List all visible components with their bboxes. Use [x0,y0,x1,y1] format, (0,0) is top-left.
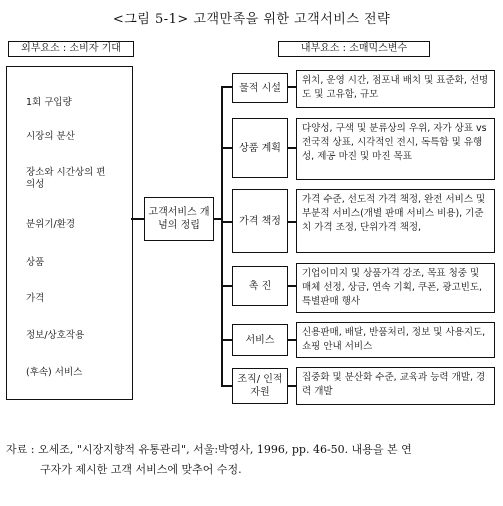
service-concept-label: 고객서비스 개념의 정립 [148,207,210,231]
consumer-expectations-box [6,66,133,400]
description-box-organization [296,367,495,405]
branch-1 [221,86,232,88]
connector-left-center [131,218,144,220]
internal-factors-header: 내부요소 : 소매믹스변수 [278,41,430,57]
category-label-organization: 조직/ 인적자원 [237,374,283,398]
figure-title: <그림 5-1> 고객만족을 위한 고객서비스 전략 [112,12,391,27]
external-factors-header: 외부요소 : 소비자 기대 [8,41,134,57]
link-2 [288,147,296,149]
category-box-organization [232,368,288,404]
category-label-promotion: 촉 진 [248,280,272,292]
link-5 [288,339,296,341]
category-box-pricing [232,189,288,253]
link-6 [288,385,296,387]
category-box-service [232,324,288,356]
left-item-6: 가격 [26,293,45,304]
category-label-merchandise: 상품 계획 [239,142,281,154]
description-promotion: 기업이미지 및 상품가격 강조, 목표 청중 및 매체 선정, 상금, 연속 기획, 쿠폰, 광고빈도, 특별판매 행사 [302,268,483,307]
description-organization: 집중화 및 분산화 수준, 교육과 능력 개발, 경력 개발 [302,372,486,397]
left-item-1: 1회 구입량 [26,97,72,108]
description-box-physical [296,70,495,108]
left-item-2: 시장의 분산 [26,131,75,142]
category-label-physical: 물적 시설 [239,82,281,94]
link-3 [288,221,296,223]
branch-4 [221,285,232,287]
vertical-spine [221,86,223,386]
source-note [6,440,501,480]
description-box-promotion [296,263,495,313]
link-4 [288,285,296,287]
link-1 [288,86,296,88]
description-box-service [296,322,495,358]
category-box-physical [232,73,288,103]
description-box-pricing [296,189,495,253]
branch-3 [221,221,232,223]
left-item-3: 장소와 시간상의 편의성 [26,167,106,190]
left-item-8: (후속) 서비스 [26,367,83,378]
left-item-5: 상품 [26,257,45,268]
description-physical: 위치, 운영 시간, 점포내 배치 및 표준화, 선명도 및 고유함, 규모 [302,75,489,100]
branch-6 [221,385,232,387]
source-line-1: 자료 : 오세조, "시장지향적 유통관리", 서울:박영사, 1996, pp. 46-50. 내용을 본 연 [6,443,412,456]
category-label-pricing: 가격 책정 [239,215,281,227]
description-pricing: 가격 수준, 선도적 가격 책정, 완전 서비스 및 부분적 서비스(개별 판매 서비스 비용), 기준치 가격 조정, 단위가격 책정, [302,194,486,233]
description-merchandise: 다양성, 구색 및 분류상의 우위, 자가 상표 vs 전국적 상표, 시각적인 전시, 독특함 및 유행성, 제공 마진 및 마진 목표 [302,123,487,162]
category-box-promotion [232,266,288,306]
description-box-merchandise [296,118,495,180]
source-line-2: 구자가 제시한 고객 서비스에 맞추어 수정. [40,463,242,476]
description-service: 신용판매, 배달, 반품처리, 정보 및 사용지도, 쇼핑 안내 서비스 [302,327,486,352]
branch-2 [221,147,232,149]
branch-5 [221,339,232,341]
left-item-4: 분위기/환경 [26,219,76,230]
category-label-service: 서비스 [245,334,275,346]
left-item-7: 정보/상호작용 [26,330,85,341]
service-concept-box [144,197,214,241]
category-box-merchandise [232,118,288,178]
